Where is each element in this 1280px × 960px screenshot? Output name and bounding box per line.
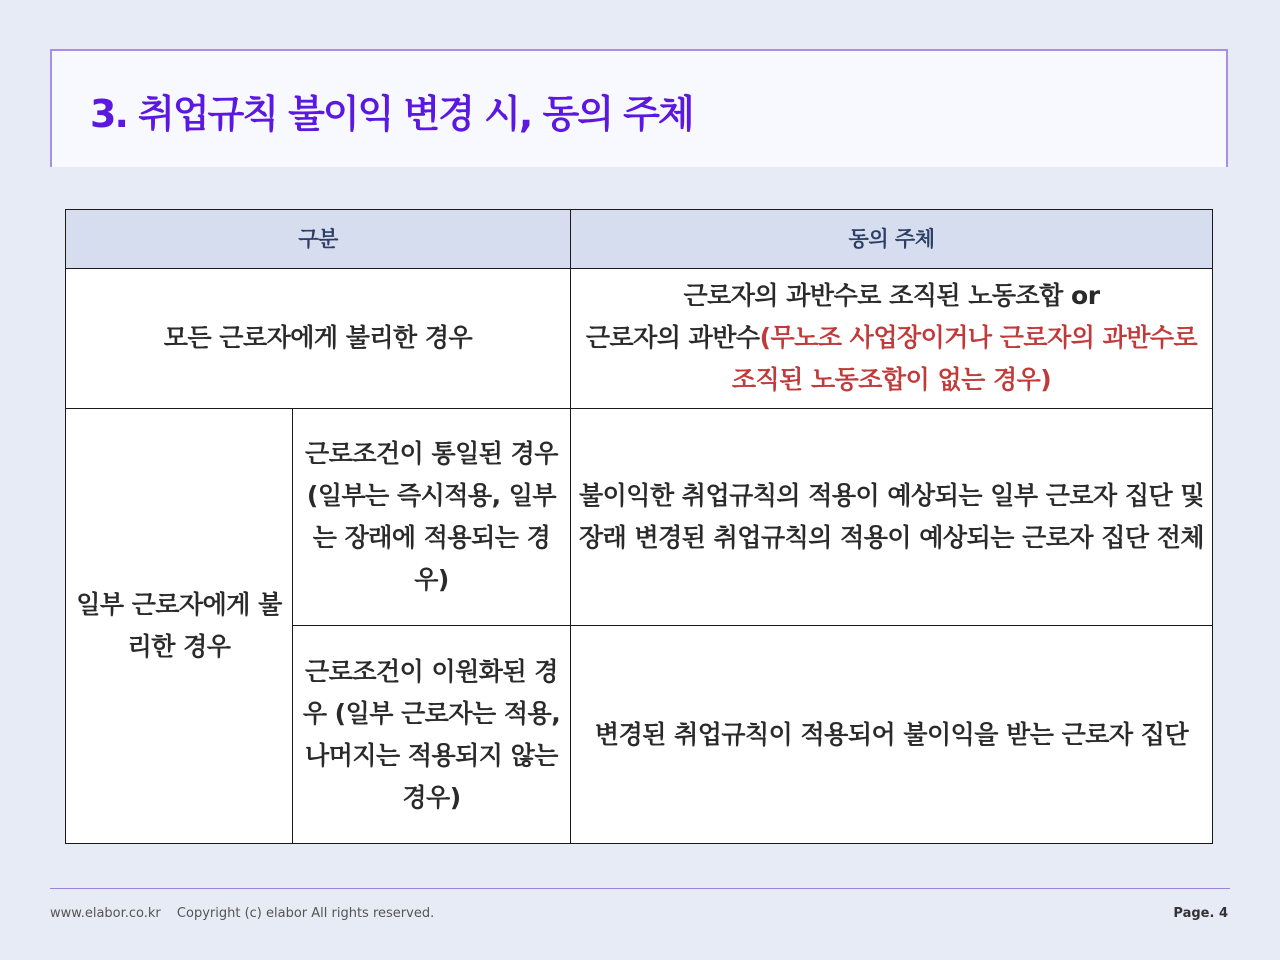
row2-category: 일부 근로자에게 불리한 경우 xyxy=(66,408,293,843)
row2-subject-b: 변경된 취업규칙이 적용되어 불이익을 받는 근로자 집단 xyxy=(571,626,1213,844)
header-category: 구분 xyxy=(66,210,571,269)
row2-sub-a: 근로조건이 통일된 경우 (일부는 즉시적용, 일부는 장래에 적용되는 경우) xyxy=(293,408,571,626)
table-header-row xyxy=(66,210,1213,269)
header-subject: 동의 주체 xyxy=(571,210,1213,269)
footer-left xyxy=(50,906,446,921)
row1-subject-note: (무노조 사업장이거나 근로자의 과반수로 조직된 노동조합이 없는 경우) xyxy=(731,323,1198,395)
footer-divider xyxy=(50,888,1230,889)
table-row xyxy=(66,269,1213,408)
row2-subject-a: 불이익한 취업규칙의 적용이 예상되는 일부 근로자 집단 및 장래 변경된 취업규칙의 적용이 예상되는 근로자 집단 전체 xyxy=(571,408,1213,626)
footer-website: www.elabor.co.kr xyxy=(50,906,161,921)
row1-subject xyxy=(571,269,1213,408)
page-number: Page. 4 xyxy=(1173,906,1228,921)
table-row xyxy=(66,408,1213,626)
header-banner xyxy=(50,49,1228,167)
consent-table xyxy=(65,209,1213,844)
row1-subject-line2: 근로자의 과반수 xyxy=(585,323,760,353)
row1-category: 모든 근로자에게 불리한 경우 xyxy=(66,269,571,408)
row1-subject-line1: 근로자의 과반수로 조직된 노동조합 or xyxy=(683,281,1100,311)
page-title: 3. 취업규칙 불이익 변경 시, 동의 주체 xyxy=(90,92,693,136)
footer-copyright: Copyright (c) elabor All rights reserved. xyxy=(176,906,435,921)
row2-sub-b: 근로조건이 이원화된 경우 (일부 근로자는 적용, 나머지는 적용되지 않는 경우) xyxy=(293,626,571,844)
